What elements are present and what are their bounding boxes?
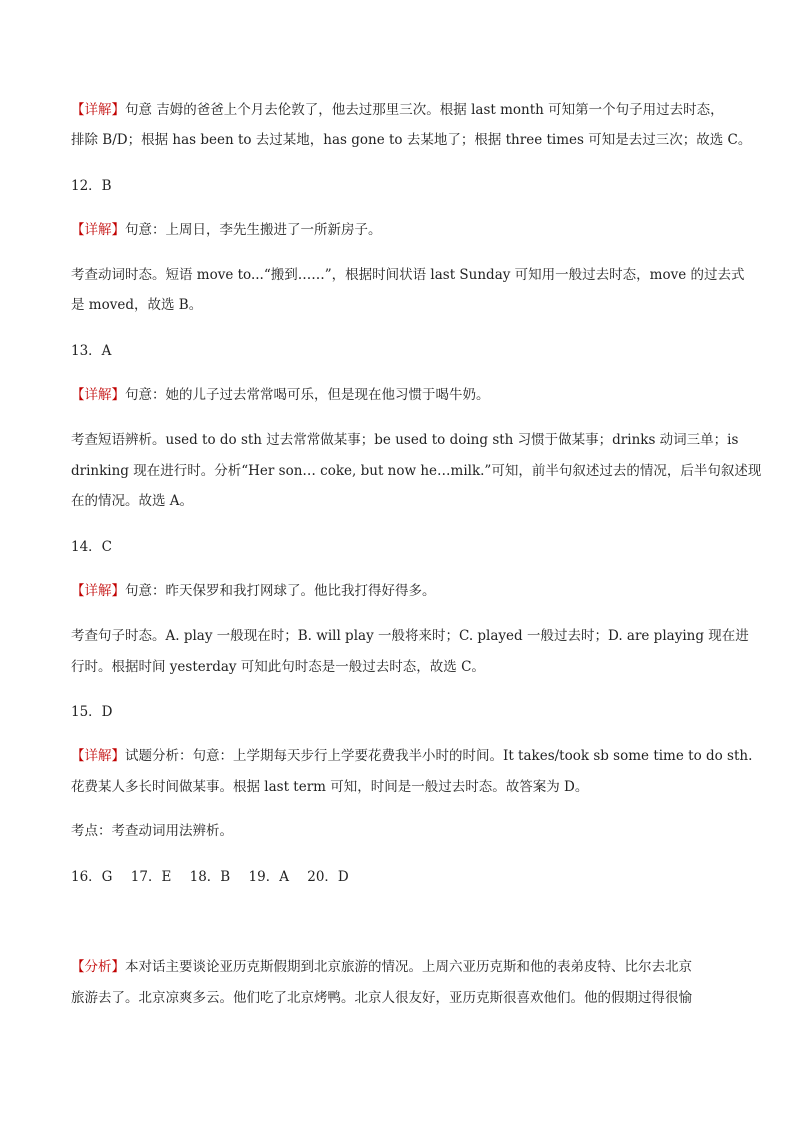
question-13-answer: 13．A bbox=[71, 343, 112, 359]
detail-q14: 【详解】句意：昨天保罗和我打网球了。他比我打得好得多。 bbox=[71, 583, 436, 599]
analysis-q12-line2: 是 moved，故选 B。 bbox=[71, 297, 203, 313]
exam-point-q15: 考点：考查动词用法辨析。 bbox=[71, 823, 233, 839]
answer-17: 17．E bbox=[130, 869, 172, 885]
detail-q15-line2: 花费某人多长时间做某事。根据 last term 可知，时间是一般过去时态。故答案为 D。 bbox=[71, 779, 589, 795]
answer-18: 18．B bbox=[189, 869, 231, 885]
passage-analysis-line2: 旅游去了。北京凉爽多云。他们吃了北京烤鸭。北京人很友好，亚历克斯很喜欢他们。他的假期过得很愉 bbox=[71, 990, 692, 1006]
analysis-tag: 【分析】 bbox=[71, 959, 125, 975]
question-12-answer: 12．B bbox=[71, 178, 112, 194]
answers-16-20 bbox=[71, 868, 363, 886]
detail-q12: 【详解】句意：上周日，李先生搬进了一所新房子。 bbox=[71, 222, 382, 238]
detail-tag: 【详解】 bbox=[71, 222, 125, 238]
detail-tag: 【详解】 bbox=[71, 102, 125, 118]
analysis-q14-line1: 考查句子时态。A. play 一般现在时；B. will play 一般将来时；C. played 一般过去时；D. are playing 现在进 bbox=[71, 628, 749, 644]
answer-20: 20．D bbox=[307, 869, 349, 885]
analysis-q14-line2: 行时。根据时间 yesterday 可知此句时态是一般过去时态，故选 C。 bbox=[71, 659, 485, 675]
question-14-answer: 14．C bbox=[71, 539, 113, 555]
answer-19: 19．A bbox=[248, 869, 289, 885]
question-15-answer: 15．D bbox=[71, 704, 113, 720]
detail-tag: 【详解】 bbox=[71, 387, 125, 403]
detail-tag: 【详解】 bbox=[71, 748, 125, 764]
analysis-q13-line2: drinking 现在进行时。分析“Her son… coke, but now he…milk.”可知，前半句叙述过去的情况，后半句叙述现 bbox=[71, 463, 762, 479]
analysis-q13-line3: 在的情况。故选 A。 bbox=[71, 493, 194, 509]
detail-q11-line2: 排除 B/D；根据 has been to 去过某地，has gone to 去某地了；根据 three times 可知是去过三次；故选 C。 bbox=[71, 132, 752, 148]
passage-analysis-line1: 【分析】本对话主要谈论亚历克斯假期到北京旅游的情况。上周六亚历克斯和他的表弟皮特、比尔去北京 bbox=[71, 959, 692, 975]
detail-q15-line1: 【详解】试题分析：句意：上学期每天步行上学要花费我半小时的时间。It takes/took sb some time to do sth. bbox=[71, 748, 753, 764]
detail-tag: 【详解】 bbox=[71, 583, 125, 599]
analysis-q12-line1: 考查动词时态。短语 move to...“搬到……”，根据时间状语 last Sunday 可知用一般过去时态，move 的过去式 bbox=[71, 267, 745, 283]
answer-16: 16．G bbox=[71, 869, 113, 885]
detail-q11-line1: 【详解】句意 吉姆的爸爸上个月去伦敦了，他去过那里三次。根据 last month 可知第一个句子用过去时态， bbox=[71, 102, 724, 118]
analysis-q13-line1: 考查短语辨析。used to do sth 过去常常做某事；be used to doing sth 习惯于做某事；drinks 动词三单；is bbox=[71, 432, 739, 448]
detail-q13: 【详解】句意：她的儿子过去常常喝可乐，但是现在他习惯于喝牛奶。 bbox=[71, 387, 490, 403]
